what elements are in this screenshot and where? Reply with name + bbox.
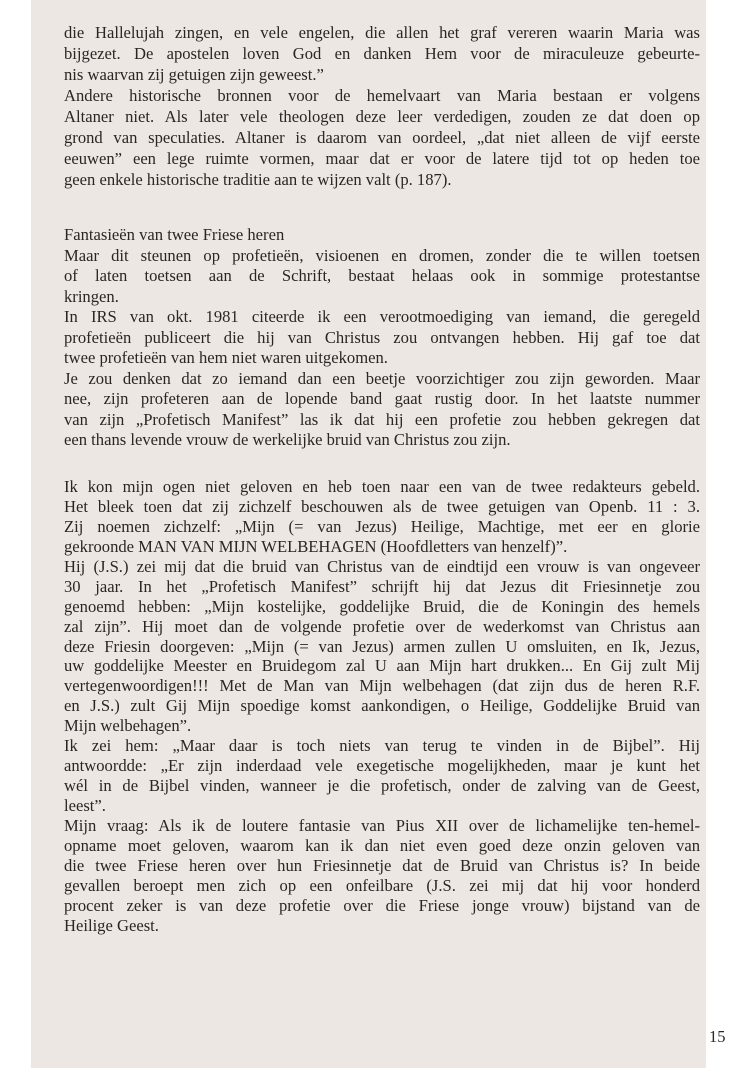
text-line: grond van speculaties. Altaner is daarom van oordeel, „dat niet alleen de vijf eerste xyxy=(64,128,700,147)
text-line: nee, zijn profeteren aan de lopende band gaat rustig door. In het laatste nummer xyxy=(64,389,700,408)
text-line: Het bleek toen dat zij zichzelf beschouwen als de twee getuigen van Openb. 11 : 3. xyxy=(64,496,700,516)
text-line: en J.S.) zult Gij Mijn spoedige komst aankondigen, o Heilige, Goddelijke Bruid van xyxy=(64,696,700,716)
book-page xyxy=(31,0,726,1068)
text-block-intro xyxy=(64,22,700,190)
text-line: 30 jaar. In het „Profetisch Manifest” schrijft hij dat Jezus dit Friesinnetje zou xyxy=(64,576,700,596)
text-line: Mijn vraag: Als ik de loutere fantasie van Pius XII over de lichamelijke ten-hemel- xyxy=(64,815,700,835)
paragraph xyxy=(64,246,700,308)
paragraph xyxy=(64,557,700,736)
text-line: procent zeker is van deze profetie over die Friese jonge vrouw) bijstand van de xyxy=(64,895,700,915)
text-line: nis waarvan zij getuigen zijn geweest.” xyxy=(64,65,324,84)
text-line: gevallen beroept men zich op een onfeilbare (J.S. zei mij dat hij voor honderd xyxy=(64,875,700,895)
text-line: of laten toetsen aan de Schrift, bestaat helaas ook in sommige protestantse xyxy=(64,266,700,285)
text-line: van zijn „Profetisch Manifest” las ik dat hij een profetie zou hebben gekregen dat xyxy=(64,409,700,429)
section-friese-heren xyxy=(64,225,700,451)
text-line: Heilige Geest. xyxy=(64,915,159,935)
text-line: Je zou denken dat zo iemand dan een beetje voorzichtiger zou zijn geworden. Maar xyxy=(64,368,700,388)
text-line: bijgezet. De apostelen loven God en danken Hem voor de miraculeuze gebeurte- xyxy=(64,44,700,63)
text-line: Maar dit steunen op profetieën, visioenen en dromen, zonder die te willen toetsen xyxy=(64,245,700,265)
text-line: twee profetieën van hem niet waren uitgekomen. xyxy=(64,348,388,367)
text-line: zal zijn”. Hij moet dan de volgende profetie over de wederkomst van Christus aan xyxy=(64,616,700,636)
paragraph xyxy=(64,477,700,557)
text-line: eeuwen” een lege ruimte vormen, maar dat er voor de latere tijd tot op heden toe xyxy=(64,149,700,168)
section-heading: Fantasieën van twee Friese heren xyxy=(64,225,285,244)
text-line: een thans levende vrouw de werkelijke bruid van Christus zou zijn. xyxy=(64,430,511,449)
text-line: In IRS van okt. 1981 citeerde ik een verootmoediging van iemand, die geregeld xyxy=(64,307,700,326)
text-line: wél in de Bijbel vinden, wanneer je die profetisch, onder de zalving van de Geest, xyxy=(64,776,700,796)
text-line: geen enkele historische traditie aan te wijzen valt (p. 187). xyxy=(64,170,452,189)
paragraph xyxy=(64,307,700,369)
text-line: antwoordde: „Er zijn inderdaad vele exegetische mogelijkheden, maar je kunt het xyxy=(64,756,700,776)
paragraph xyxy=(64,85,700,190)
text-line: uw goddelijke Meester en Bruidegom zal U aan Mijn hart drukken... En Gij zult Mij xyxy=(64,656,700,676)
text-line: Ik zei hem: „Maar daar is toch niets van terug te vinden in de Bijbel”. Hij xyxy=(64,736,700,756)
text-line: genoemd hebben: „Mijn kostelijke, goddelijke Bruid, die de Koningin des hemels xyxy=(64,596,700,616)
text-line: Hij (J.S.) zei mij dat die bruid van Christus van de eindtijd een vrouw is van ongeveer xyxy=(64,556,700,576)
text-line: profetieën publiceert die hij van Christus zou ontvangen hebben. Hij gaf toe dat xyxy=(64,327,700,347)
text-line: Altaner niet. Als later vele theologen deze leer verdedigen, zouden ze dat doen op xyxy=(64,107,700,126)
text-line: die twee Friese heren over hun Friesinnetje dat de Bruid van Christus is? In beide xyxy=(64,855,700,875)
text-line: vertegenwoordigen!!! Met de Man van Mijn welbehagen (dat zijn dus de heren R.F. xyxy=(64,676,700,696)
text-line: die Hallelujah zingen, en vele engelen, die allen het graf vereren waarin Maria was xyxy=(64,23,700,42)
text-line: opname moet geloven, waarom kan ik dan niet even goed deze onzin geloven van xyxy=(64,835,700,855)
text-line: Ik kon mijn ogen niet geloven en heb toen naar een van de twee redakteurs gebeld. xyxy=(64,477,700,496)
text-line: Zij noemen zichzelf: „Mijn (= van Jezus) Heilige, Machtige, met eer en glorie xyxy=(64,516,700,536)
paragraph xyxy=(64,736,700,816)
text-line: Mijn welbehagen”. xyxy=(64,716,192,736)
text-line: Andere historische bronnen voor de hemelvaart van Maria bestaan er volgens xyxy=(64,86,700,105)
paragraph xyxy=(64,369,700,451)
paragraph xyxy=(64,22,700,85)
text-line: gekroonde MAN VAN MIJN WELBEHAGEN (Hoofdletters van henzelf)”. xyxy=(64,536,568,556)
text-line: leest”. xyxy=(64,796,106,815)
page-number: 15 xyxy=(709,1027,726,1046)
text-line: kringen. xyxy=(64,286,119,306)
section-phone-call xyxy=(64,477,700,936)
text-line: deze Friesin doorgeven: „Mijn (= van Jezus) armen zullen U omsluiten, en Ik, Jezus, xyxy=(64,636,700,656)
paragraph xyxy=(64,816,700,936)
